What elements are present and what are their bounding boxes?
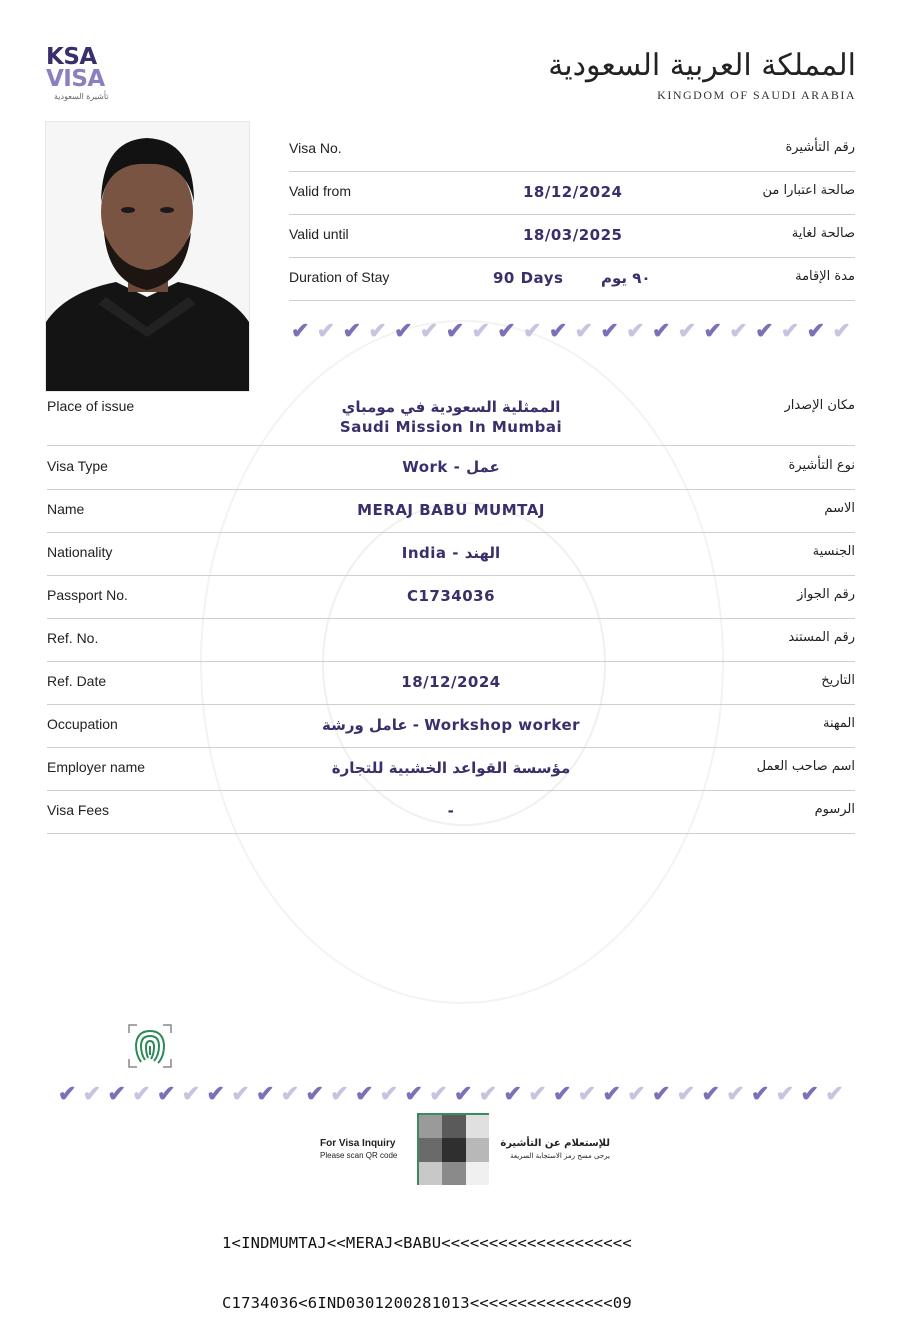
- field-label: Employer name: [47, 759, 146, 775]
- visa-inquiry-en: [320, 1138, 397, 1162]
- ksa-visa-logo: [46, 46, 136, 101]
- field-label-arabic: رقم التأشيرة: [785, 140, 855, 155]
- check-strip-bottom: ✔ ✔ ✔ ✔ ✔ ✔ ✔ ✔ ✔ ✔ ✔ ✔ ✔ ✔ ✔ ✔ ✔ ✔ ✔ ✔ ✔ ✔ ✔ ✔ ✔ ✔ ✔ ✔ ✔ ✔ ✔ ✔: [58, 1081, 844, 1106]
- visa-inquiry-ar: [490, 1138, 610, 1162]
- field-value: 90 Days: [493, 269, 564, 287]
- field-value: عامل ورشة - Workshop worker: [321, 716, 581, 734]
- field-passport-no: [47, 575, 855, 619]
- field-label-arabic: الاسم: [824, 501, 855, 516]
- field-ref-date: [47, 661, 855, 705]
- field-label-arabic: مدة الإقامة: [795, 269, 855, 284]
- field-label: Visa No.: [289, 140, 342, 156]
- field-duration: [289, 257, 855, 301]
- mrz-line2: C1734036<6IND0301200281013<<<<<<<<<<<<<<<09: [222, 1294, 632, 1312]
- field-label: Passport No.: [47, 587, 128, 603]
- field-label-arabic: مكان الإصدار: [784, 398, 855, 413]
- inquiry-sub-ar: يرجى مسح رمز الاستجابة السريعة: [510, 1152, 610, 1160]
- field-value: مؤسسة القواعد الخشبية للتجارة: [331, 759, 571, 777]
- field-label-arabic: التاريخ: [821, 673, 855, 688]
- field-ref-no: [47, 618, 855, 662]
- field-employer: [47, 747, 855, 791]
- field-nationality: [47, 532, 855, 576]
- qr-code[interactable]: [417, 1113, 489, 1185]
- field-label: Valid until: [289, 226, 349, 242]
- field-label: Occupation: [47, 716, 118, 732]
- field-label-arabic: رقم المستند: [788, 630, 855, 645]
- field-label: Name: [47, 501, 85, 517]
- field-label-arabic: اسم صاحب العمل: [756, 759, 855, 774]
- field-value: Work - عمل: [402, 458, 500, 476]
- field-value: Saudi Mission In Mumbai: [339, 418, 563, 436]
- field-label: Visa Fees: [47, 802, 109, 818]
- field-label-arabic: المهنة: [823, 716, 855, 731]
- mrz-line1: 1<INDMUMTAJ<<MERAJ<BABU<<<<<<<<<<<<<<<<<<<<: [222, 1234, 632, 1252]
- field-value: 18/12/2024: [401, 673, 501, 691]
- field-value: 18/03/2025: [523, 226, 623, 244]
- field-label: Visa Type: [47, 458, 108, 474]
- field-valid-from: [289, 171, 855, 215]
- field-label: Nationality: [47, 544, 113, 560]
- kingdom-header: [548, 44, 856, 103]
- field-occupation: [47, 704, 855, 748]
- field-value: C1734036: [406, 587, 496, 605]
- logo-line2: VISA: [46, 66, 105, 92]
- field-label-arabic: الجنسية: [812, 544, 855, 559]
- inquiry-sub-en: Please scan QR code: [320, 1151, 398, 1160]
- field-label: Ref. No.: [47, 630, 99, 646]
- inquiry-title-ar: للإستعلام عن التأشيرة: [500, 1138, 610, 1149]
- kingdom-arabic: المملكة العربية السعودية: [548, 48, 856, 83]
- field-label-arabic: صالحة لغاية: [791, 226, 855, 241]
- field-label-arabic: نوع التأشيرة: [788, 458, 855, 473]
- field-label: Ref. Date: [47, 673, 107, 689]
- field-label-arabic: الرسوم: [814, 802, 855, 817]
- field-value: 18/12/2024: [523, 183, 623, 201]
- fingerprint-icon: [127, 1023, 173, 1069]
- logo-subtitle: تأشيرة السعودية: [54, 92, 109, 101]
- portrait-image: [46, 122, 249, 391]
- logo-line1: KSA: [46, 44, 97, 70]
- holder-photo: [45, 121, 250, 392]
- field-label-arabic: صالحة اعتبارا من: [762, 183, 855, 198]
- field-label: Place of issue: [47, 398, 135, 414]
- field-value: India - الهند: [401, 544, 501, 562]
- field-label: Valid from: [289, 183, 351, 199]
- field-name: [47, 489, 855, 533]
- check-strip-top: ✔ ✔ ✔ ✔ ✔ ✔ ✔ ✔ ✔ ✔ ✔ ✔ ✔ ✔ ✔ ✔ ✔ ✔ ✔ ✔ ✔ ✔: [291, 318, 851, 343]
- field-valid-until: [289, 214, 855, 258]
- field-visa-fees: [47, 790, 855, 834]
- field-value-arabic: الممثلية السعودية في مومباي: [341, 398, 561, 416]
- field-value-arabic: ٩٠ يوم: [601, 269, 651, 287]
- field-label-arabic: رقم الجواز: [797, 587, 855, 602]
- field-value: MERAJ BABU MUMTAJ: [357, 501, 545, 519]
- field-visa-no: [289, 128, 855, 172]
- kingdom-english: KINGDOM OF SAUDI ARABIA: [657, 88, 856, 102]
- inquiry-title-en: For Visa Inquiry: [320, 1138, 396, 1149]
- field-visa-type: [47, 446, 855, 490]
- field-label: Duration of Stay: [289, 269, 390, 285]
- field-place-of-issue: [47, 392, 855, 446]
- field-value: -: [447, 802, 455, 820]
- machine-readable-zone: [222, 1193, 632, 1333]
